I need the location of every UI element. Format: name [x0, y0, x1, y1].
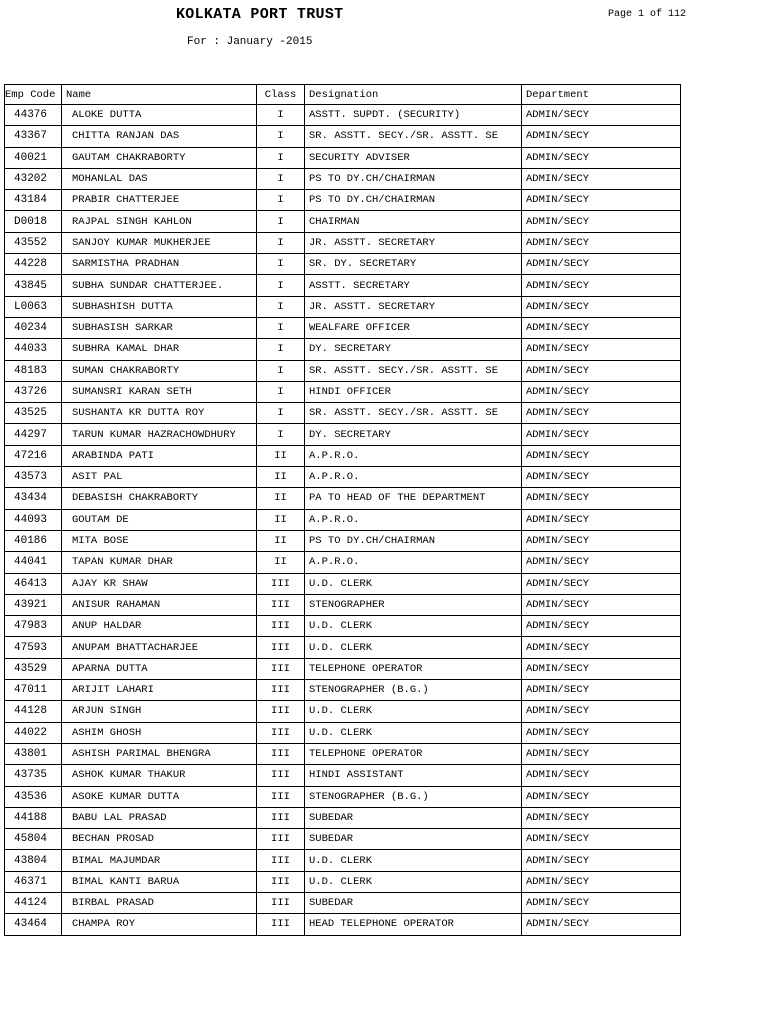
- emp-code-cell: 48183: [5, 360, 62, 381]
- table-body: [5, 105, 681, 936]
- designation-cell: JR. ASSTT. SECRETARY: [305, 296, 522, 317]
- table-row: [5, 190, 681, 211]
- emp-code-cell: 43525: [5, 403, 62, 424]
- column-header-class: Class: [257, 85, 305, 105]
- designation-cell: PS TO DY.CH/CHAIRMAN: [305, 190, 522, 211]
- class-cell: II: [257, 488, 305, 509]
- emp-code-cell: 43921: [5, 594, 62, 615]
- designation-cell: DY. SECRETARY: [305, 424, 522, 445]
- table-row: [5, 105, 681, 126]
- emp-code-cell: 44041: [5, 552, 62, 573]
- name-cell: BECHAN PROSAD: [62, 829, 257, 850]
- class-cell: III: [257, 573, 305, 594]
- class-cell: I: [257, 381, 305, 402]
- class-cell: III: [257, 743, 305, 764]
- table-row: [5, 765, 681, 786]
- department-cell: ADMIN/SECY: [522, 871, 681, 892]
- emp-code-cell: 43804: [5, 850, 62, 871]
- designation-cell: WEALFARE OFFICER: [305, 317, 522, 338]
- column-header-department: Department: [522, 85, 681, 105]
- emp-code-cell: 44376: [5, 105, 62, 126]
- designation-cell: SUBEDAR: [305, 892, 522, 913]
- name-cell: BIMAL MAJUMDAR: [62, 850, 257, 871]
- emp-code-cell: 43464: [5, 914, 62, 935]
- designation-cell: HEAD TELEPHONE OPERATOR: [305, 914, 522, 935]
- name-cell: SUSHANTA KR DUTTA ROY: [62, 403, 257, 424]
- department-cell: ADMIN/SECY: [522, 126, 681, 147]
- class-cell: I: [257, 296, 305, 317]
- name-cell: AJAY KR SHAW: [62, 573, 257, 594]
- name-cell: SUBHRA KAMAL DHAR: [62, 339, 257, 360]
- table-row: [5, 701, 681, 722]
- name-cell: TARUN KUMAR HAZRACHOWDHURY: [62, 424, 257, 445]
- designation-cell: SUBEDAR: [305, 807, 522, 828]
- name-cell: ASOKE KUMAR DUTTA: [62, 786, 257, 807]
- designation-cell: A.P.R.O.: [305, 445, 522, 466]
- designation-cell: PA TO HEAD OF THE DEPARTMENT: [305, 488, 522, 509]
- table-row: [5, 339, 681, 360]
- table-row: [5, 637, 681, 658]
- department-cell: ADMIN/SECY: [522, 765, 681, 786]
- department-cell: ADMIN/SECY: [522, 147, 681, 168]
- emp-code-cell: 43845: [5, 275, 62, 296]
- table-header: [5, 85, 681, 105]
- emp-code-cell: D0018: [5, 211, 62, 232]
- department-cell: ADMIN/SECY: [522, 317, 681, 338]
- class-cell: I: [257, 360, 305, 381]
- designation-cell: U.D. CLERK: [305, 637, 522, 658]
- name-cell: BIMAL KANTI BARUA: [62, 871, 257, 892]
- designation-cell: HINDI OFFICER: [305, 381, 522, 402]
- emp-code-cell: L0063: [5, 296, 62, 317]
- designation-cell: SR. ASSTT. SECY./SR. ASSTT. SE: [305, 126, 522, 147]
- emp-code-cell: 46371: [5, 871, 62, 892]
- designation-cell: ASSTT. SUPDT. (SECURITY): [305, 105, 522, 126]
- department-cell: ADMIN/SECY: [522, 381, 681, 402]
- header-row: [5, 85, 681, 105]
- class-cell: III: [257, 616, 305, 637]
- emp-code-cell: 43726: [5, 381, 62, 402]
- class-cell: I: [257, 232, 305, 253]
- designation-cell: HINDI ASSISTANT: [305, 765, 522, 786]
- employee-table: [4, 84, 681, 936]
- designation-cell: SUBEDAR: [305, 829, 522, 850]
- department-cell: ADMIN/SECY: [522, 488, 681, 509]
- department-cell: ADMIN/SECY: [522, 637, 681, 658]
- emp-code-cell: 43529: [5, 658, 62, 679]
- name-cell: ANUPAM BHATTACHARJEE: [62, 637, 257, 658]
- class-cell: I: [257, 211, 305, 232]
- designation-cell: PS TO DY.CH/CHAIRMAN: [305, 168, 522, 189]
- table-row: [5, 892, 681, 913]
- name-cell: ARIJIT LAHARI: [62, 680, 257, 701]
- table-row: [5, 573, 681, 594]
- name-cell: ARABINDA PATI: [62, 445, 257, 466]
- class-cell: II: [257, 467, 305, 488]
- table-row: [5, 488, 681, 509]
- name-cell: ASHISH PARIMAL BHENGRA: [62, 743, 257, 764]
- name-cell: SARMISTHA PRADHAN: [62, 254, 257, 275]
- department-cell: ADMIN/SECY: [522, 211, 681, 232]
- name-cell: SUBHA SUNDAR CHATTERJEE.: [62, 275, 257, 296]
- class-cell: I: [257, 254, 305, 275]
- department-cell: ADMIN/SECY: [522, 445, 681, 466]
- emp-code-cell: 40234: [5, 317, 62, 338]
- designation-cell: ASSTT. SECRETARY: [305, 275, 522, 296]
- department-cell: ADMIN/SECY: [522, 360, 681, 381]
- department-cell: ADMIN/SECY: [522, 594, 681, 615]
- name-cell: RAJPAL SINGH KAHLON: [62, 211, 257, 232]
- name-cell: PRABIR CHATTERJEE: [62, 190, 257, 211]
- table-row: [5, 467, 681, 488]
- class-cell: III: [257, 892, 305, 913]
- name-cell: ANUP HALDAR: [62, 616, 257, 637]
- class-cell: II: [257, 445, 305, 466]
- emp-code-cell: 47011: [5, 680, 62, 701]
- table-row: [5, 147, 681, 168]
- emp-code-cell: 43573: [5, 467, 62, 488]
- emp-code-cell: 47593: [5, 637, 62, 658]
- name-cell: SANJOY KUMAR MUKHERJEE: [62, 232, 257, 253]
- class-cell: I: [257, 190, 305, 211]
- name-cell: ASHOK KUMAR THAKUR: [62, 765, 257, 786]
- designation-cell: TELEPHONE OPERATOR: [305, 743, 522, 764]
- table-row: [5, 530, 681, 551]
- table-row: [5, 871, 681, 892]
- name-cell: TAPAN KUMAR DHAR: [62, 552, 257, 573]
- emp-code-cell: 43202: [5, 168, 62, 189]
- designation-cell: STENOGRAPHER: [305, 594, 522, 615]
- designation-cell: A.P.R.O.: [305, 552, 522, 573]
- designation-cell: SR. ASSTT. SECY./SR. ASSTT. SE: [305, 403, 522, 424]
- department-cell: ADMIN/SECY: [522, 296, 681, 317]
- emp-code-cell: 44124: [5, 892, 62, 913]
- designation-cell: JR. ASSTT. SECRETARY: [305, 232, 522, 253]
- name-cell: MOHANLAL DAS: [62, 168, 257, 189]
- class-cell: III: [257, 680, 305, 701]
- department-cell: ADMIN/SECY: [522, 190, 681, 211]
- class-cell: I: [257, 339, 305, 360]
- class-cell: II: [257, 509, 305, 530]
- emp-code-cell: 44033: [5, 339, 62, 360]
- designation-cell: STENOGRAPHER (B.G.): [305, 680, 522, 701]
- emp-code-cell: 43367: [5, 126, 62, 147]
- emp-code-cell: 40186: [5, 530, 62, 551]
- emp-code-cell: 43536: [5, 786, 62, 807]
- table-row: [5, 254, 681, 275]
- table-row: [5, 360, 681, 381]
- name-cell: SUMAN CHAKRABORTY: [62, 360, 257, 381]
- designation-cell: A.P.R.O.: [305, 509, 522, 530]
- table-row: [5, 722, 681, 743]
- designation-cell: U.D. CLERK: [305, 616, 522, 637]
- department-cell: ADMIN/SECY: [522, 680, 681, 701]
- department-cell: ADMIN/SECY: [522, 232, 681, 253]
- name-cell: ARJUN SINGH: [62, 701, 257, 722]
- class-cell: III: [257, 871, 305, 892]
- table-row: [5, 509, 681, 530]
- department-cell: ADMIN/SECY: [522, 850, 681, 871]
- class-cell: III: [257, 637, 305, 658]
- class-cell: III: [257, 914, 305, 935]
- table-row: [5, 403, 681, 424]
- table-row: [5, 616, 681, 637]
- department-cell: ADMIN/SECY: [522, 530, 681, 551]
- table-row: [5, 445, 681, 466]
- class-cell: I: [257, 403, 305, 424]
- department-cell: ADMIN/SECY: [522, 552, 681, 573]
- department-cell: ADMIN/SECY: [522, 701, 681, 722]
- emp-code-cell: 43735: [5, 765, 62, 786]
- department-cell: ADMIN/SECY: [522, 467, 681, 488]
- name-cell: GOUTAM DE: [62, 509, 257, 530]
- emp-code-cell: 44297: [5, 424, 62, 445]
- name-cell: MITA BOSE: [62, 530, 257, 551]
- table-row: [5, 275, 681, 296]
- department-cell: ADMIN/SECY: [522, 786, 681, 807]
- emp-code-cell: 45804: [5, 829, 62, 850]
- designation-cell: SR. DY. SECRETARY: [305, 254, 522, 275]
- department-cell: ADMIN/SECY: [522, 105, 681, 126]
- table-row: [5, 552, 681, 573]
- department-cell: ADMIN/SECY: [522, 914, 681, 935]
- emp-code-cell: 43184: [5, 190, 62, 211]
- designation-cell: U.D. CLERK: [305, 722, 522, 743]
- designation-cell: U.D. CLERK: [305, 871, 522, 892]
- page-number: Page 1 of 112: [608, 9, 687, 20]
- class-cell: III: [257, 807, 305, 828]
- report-period: For : January -2015: [187, 36, 313, 48]
- column-header-emp-code: Emp Code: [5, 85, 62, 105]
- department-cell: ADMIN/SECY: [522, 168, 681, 189]
- department-cell: ADMIN/SECY: [522, 424, 681, 445]
- class-cell: III: [257, 722, 305, 743]
- emp-code-cell: 47216: [5, 445, 62, 466]
- designation-cell: U.D. CLERK: [305, 573, 522, 594]
- class-cell: II: [257, 552, 305, 573]
- table-row: [5, 680, 681, 701]
- department-cell: ADMIN/SECY: [522, 743, 681, 764]
- emp-code-cell: 44093: [5, 509, 62, 530]
- class-cell: III: [257, 829, 305, 850]
- department-cell: ADMIN/SECY: [522, 616, 681, 637]
- table-row: [5, 232, 681, 253]
- table-row: [5, 594, 681, 615]
- column-header-name: Name: [62, 85, 257, 105]
- designation-cell: PS TO DY.CH/CHAIRMAN: [305, 530, 522, 551]
- name-cell: BABU LAL PRASAD: [62, 807, 257, 828]
- designation-cell: U.D. CLERK: [305, 701, 522, 722]
- class-cell: III: [257, 658, 305, 679]
- class-cell: III: [257, 701, 305, 722]
- column-header-designation: Designation: [305, 85, 522, 105]
- name-cell: ASIT PAL: [62, 467, 257, 488]
- emp-code-cell: 44228: [5, 254, 62, 275]
- class-cell: III: [257, 786, 305, 807]
- table-row: [5, 829, 681, 850]
- table-row: [5, 658, 681, 679]
- emp-code-cell: 46413: [5, 573, 62, 594]
- table-row: [5, 743, 681, 764]
- report-title: KOLKATA PORT TRUST: [176, 6, 344, 23]
- department-cell: ADMIN/SECY: [522, 722, 681, 743]
- class-cell: II: [257, 530, 305, 551]
- designation-cell: DY. SECRETARY: [305, 339, 522, 360]
- emp-code-cell: 44188: [5, 807, 62, 828]
- department-cell: ADMIN/SECY: [522, 892, 681, 913]
- emp-code-cell: 47983: [5, 616, 62, 637]
- department-cell: ADMIN/SECY: [522, 807, 681, 828]
- table-row: [5, 168, 681, 189]
- class-cell: III: [257, 850, 305, 871]
- class-cell: I: [257, 126, 305, 147]
- class-cell: I: [257, 147, 305, 168]
- designation-cell: SR. ASSTT. SECY./SR. ASSTT. SE: [305, 360, 522, 381]
- department-cell: ADMIN/SECY: [522, 658, 681, 679]
- department-cell: ADMIN/SECY: [522, 573, 681, 594]
- designation-cell: U.D. CLERK: [305, 850, 522, 871]
- designation-cell: SECURITY ADVISER: [305, 147, 522, 168]
- emp-code-cell: 43434: [5, 488, 62, 509]
- table-row: [5, 126, 681, 147]
- table-row: [5, 424, 681, 445]
- table-row: [5, 807, 681, 828]
- name-cell: DEBASISH CHAKRABORTY: [62, 488, 257, 509]
- designation-cell: A.P.R.O.: [305, 467, 522, 488]
- table-row: [5, 211, 681, 232]
- emp-code-cell: 44128: [5, 701, 62, 722]
- emp-code-cell: 44022: [5, 722, 62, 743]
- department-cell: ADMIN/SECY: [522, 403, 681, 424]
- class-cell: I: [257, 317, 305, 338]
- class-cell: I: [257, 105, 305, 126]
- designation-cell: TELEPHONE OPERATOR: [305, 658, 522, 679]
- department-cell: ADMIN/SECY: [522, 254, 681, 275]
- name-cell: ASHIM GHOSH: [62, 722, 257, 743]
- emp-code-cell: 43552: [5, 232, 62, 253]
- class-cell: III: [257, 594, 305, 615]
- emp-code-cell: 43801: [5, 743, 62, 764]
- name-cell: GAUTAM CHAKRABORTY: [62, 147, 257, 168]
- department-cell: ADMIN/SECY: [522, 339, 681, 360]
- class-cell: I: [257, 275, 305, 296]
- emp-code-cell: 40021: [5, 147, 62, 168]
- table-row: [5, 850, 681, 871]
- department-cell: ADMIN/SECY: [522, 509, 681, 530]
- department-cell: ADMIN/SECY: [522, 829, 681, 850]
- name-cell: SUMANSRI KARAN SETH: [62, 381, 257, 402]
- table-row: [5, 786, 681, 807]
- name-cell: BIRBAL PRASAD: [62, 892, 257, 913]
- table-row: [5, 381, 681, 402]
- table-row: [5, 914, 681, 935]
- designation-cell: CHAIRMAN: [305, 211, 522, 232]
- class-cell: I: [257, 424, 305, 445]
- name-cell: CHITTA RANJAN DAS: [62, 126, 257, 147]
- name-cell: SUBHASHISH DUTTA: [62, 296, 257, 317]
- table-row: [5, 296, 681, 317]
- name-cell: CHAMPA ROY: [62, 914, 257, 935]
- class-cell: III: [257, 765, 305, 786]
- name-cell: SUBHASISH SARKAR: [62, 317, 257, 338]
- name-cell: ANISUR RAHAMAN: [62, 594, 257, 615]
- name-cell: ALOKE DUTTA: [62, 105, 257, 126]
- name-cell: APARNA DUTTA: [62, 658, 257, 679]
- department-cell: ADMIN/SECY: [522, 275, 681, 296]
- table-row: [5, 317, 681, 338]
- designation-cell: STENOGRAPHER (B.G.): [305, 786, 522, 807]
- class-cell: I: [257, 168, 305, 189]
